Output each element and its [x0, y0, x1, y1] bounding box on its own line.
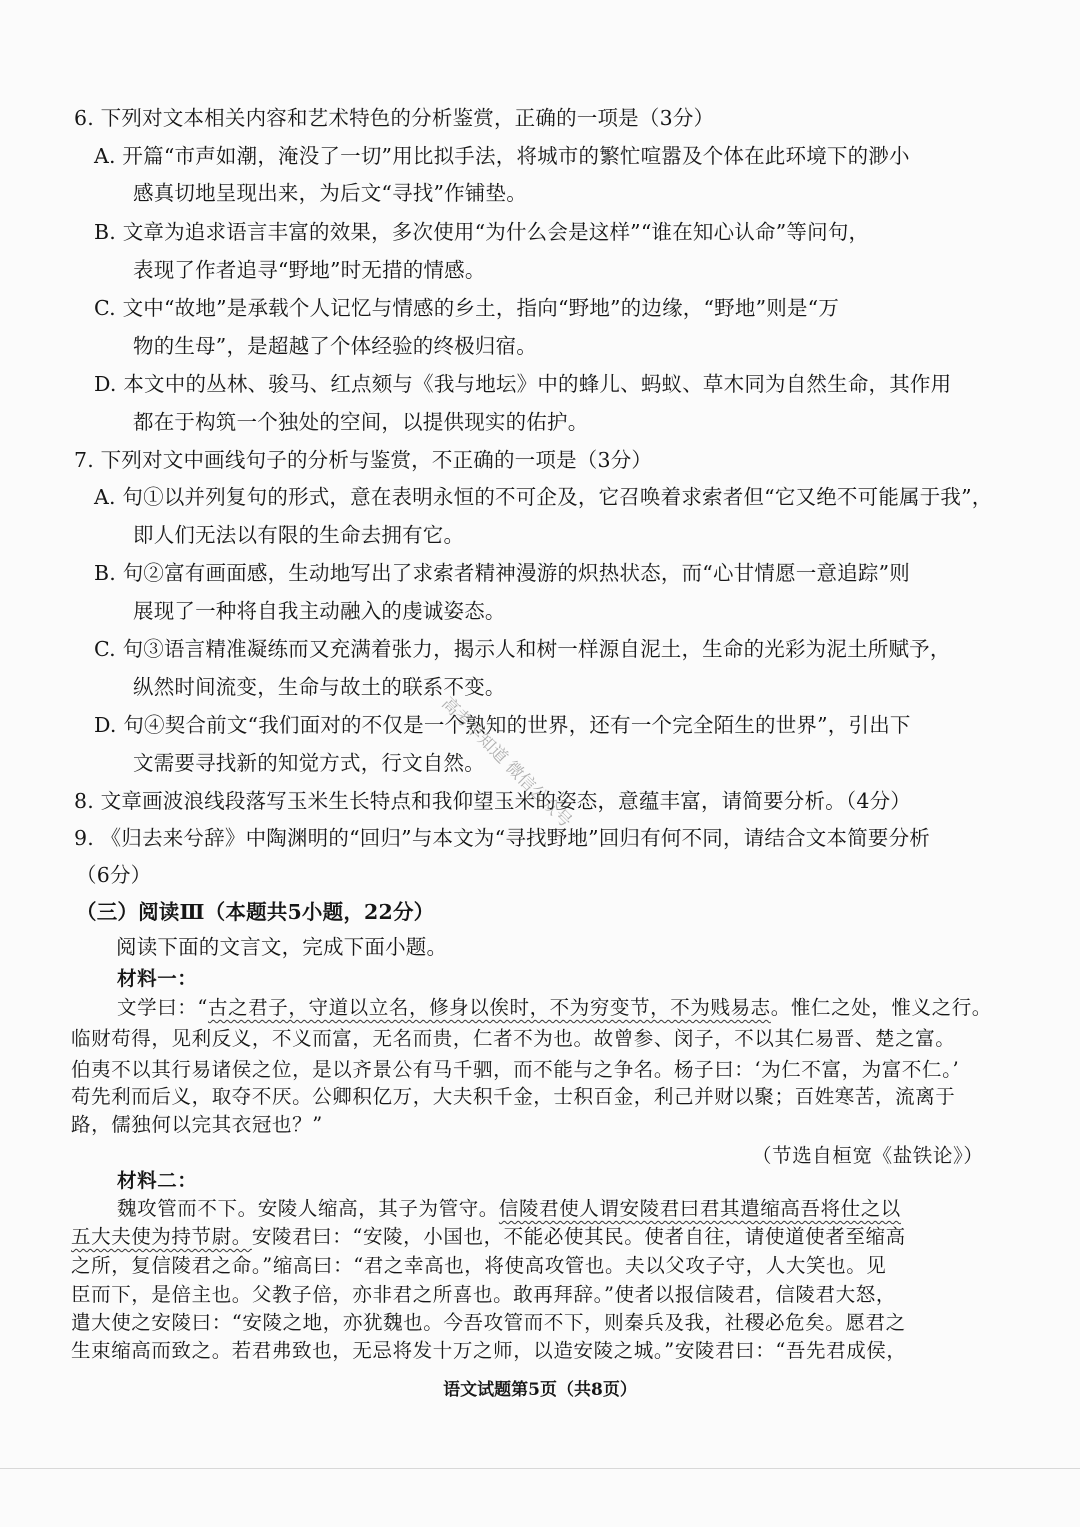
- material-2-title: 材料二：: [117, 1169, 198, 1192]
- question-8: 8. 文章画波浪线段落写玉米生长特点和我仰望玉米的姿态，意蕴丰富，请简要分析。（4分）: [74, 789, 911, 813]
- q7-option-a-line1: A. 句①以并列复句的形式，意在表明永恒的不可企及，它召唤着求索者但“它又绝不可能属于我”，: [94, 485, 993, 509]
- q6-option-a-line1: A. 开篇“市声如潮，淹没了一切”用比拟手法，将城市的繁忙喧嚣及个体在此环境下的渺小: [94, 144, 910, 168]
- section-3-instruction: 阅读下面的文言文，完成下面小题。: [116, 935, 448, 959]
- question-6-stem: 6. 下列对文本相关内容和艺术特色的分析鉴赏，正确的一项是（3分）: [74, 106, 715, 130]
- material-1-line4: 苟先利而后义，取夺不厌。公卿积亿万，大夫积千金，士积百金，利己并财以聚；百姓寒苦，流离于: [71, 1085, 956, 1108]
- material-2-line2: [71, 1222, 906, 1252]
- q7-option-c-line2: 纵然时间流变，生命与故土的联系不变。: [133, 675, 506, 699]
- material-1-line1: [117, 993, 992, 1023]
- q6-option-d-line1: D. 本文中的丛林、骏马、红点颏与《我与地坛》中的蜂儿、蚂蚁、草木同为自然生命，其作用: [94, 372, 952, 396]
- material-1-line3: 伯夷不以其行易诸侯之位，是以齐景公有马千驷，而不能与之争名。杨子曰：‘为仁不富，为富不仁。’: [71, 1058, 960, 1081]
- question-7-stem: 7. 下列对文中画线句子的分析与鉴赏，不正确的一项是（3分）: [74, 448, 653, 472]
- section-3-heading: （三）阅读Ⅲ（本题共5小题，22分）: [76, 900, 435, 924]
- material-2-line3: 之所，复信陵君之命。”缩高曰：“君之幸高也，将使高攻管也。夫以父攻子守，人大笑也。见: [71, 1254, 887, 1277]
- q6-option-b-line2: 表现了作者追寻“野地”时无措的情感。: [133, 258, 486, 282]
- q6-option-d-line2: 都在于构筑一个独处的空间，以提供现实的佑护。: [133, 410, 589, 434]
- q7-option-b-line1: B. 句②富有画面感，生动地写出了求索者精神漫游的炽热状态，而“心甘情愿一意追踪”则: [94, 561, 910, 585]
- material-1-line1-pre: 文学曰：“: [117, 996, 208, 1019]
- q6-option-c-line2: 物的生母”，是超越了个体经验的终极归宿。: [133, 334, 537, 358]
- material-1-wavy-underline-sentence: 古之君子，守道以立名，修身以俟时，不为穷变节，不为贱易志: [207, 996, 771, 1019]
- material-2-line4: 臣而下，是倍主也。父教子倍，亦非君之所喜也。敢再拜辞。”使者以报信陵君，信陵君大怒，: [71, 1283, 896, 1306]
- material-2-wavy-underline-sentence-part2: 五大夫使为持节尉。: [71, 1225, 252, 1248]
- material-2-line1: [117, 1194, 901, 1224]
- page-footer: 语文试题第5页（共8页）: [443, 1380, 637, 1400]
- material-1-title: 材料一：: [117, 967, 198, 990]
- material-1-line1-post: 。惟仁之处，惟义之行。: [770, 996, 992, 1019]
- bottom-divider: [0, 1468, 1080, 1469]
- material-2-line1-pre: 魏攻管而不下。安陵人缩高，其子为管守。: [117, 1197, 499, 1220]
- q6-option-b-line1: B. 文章为追求语言丰富的效果，多次使用“为什么会是这样”“谁在知心认命”等问句，: [94, 220, 870, 244]
- material-2-line5: 遣大使之安陵曰：“安陵之地，亦犹魏也。今吾攻管而不下，则秦兵及我，社稷必危矣。愿君之: [71, 1311, 906, 1334]
- material-2-wavy-underline-sentence-part1: 信陵君使人谓安陵君曰君其遣缩高吾将仕之以: [498, 1197, 901, 1220]
- question-9-line2: （6分）: [76, 863, 152, 887]
- q7-option-a-line2: 即人们无法以有限的生命去拥有它。: [133, 523, 465, 547]
- q7-option-d-line1: D. 句④契合前文“我们面对的不仅是一个熟知的世界，还有一个完全陌生的世界”，引出下: [94, 713, 911, 737]
- q7-option-b-line2: 展现了一种将自我主动融入的虔诚姿态。: [133, 599, 506, 623]
- q7-option-d-line2: 文需要寻找新的知觉方式，行文自然。: [133, 751, 485, 775]
- q6-option-c-line1: C. 文中“故地”是承载个人记忆与情感的乡土，指向“野地”的边缘，“野地”则是“万: [94, 296, 840, 320]
- material-2-line2-post: 安陵君曰：“安陵，小国也，不能必使其民。使者自往，请使道使者至缩高: [251, 1225, 906, 1248]
- material-1-line2: 临财苟得，见利反义，不义而富，无名而贵，仁者不为也。故曾参、闵子，不以其仁易晋、楚之富。: [71, 1027, 956, 1050]
- q7-option-c-line1: C. 句③语言精准凝练而又充满着张力，揭示人和树一样源自泥土，生命的光彩为泥土所赋予，: [94, 637, 951, 661]
- watermark: 高考早知道 微信公众号: [437, 693, 576, 832]
- material-1-line5: 路，儒独何以完其衣冠也？”: [71, 1113, 323, 1136]
- material-2-line6: 生束缩高而致之。若君弗致也，无忌将发十万之师，以造安陵之城。”安陵君曰：“吾先君成侯，: [71, 1339, 907, 1362]
- q6-option-a-line2: 感真切地呈现出来，为后文“寻找”作铺垫。: [133, 181, 527, 205]
- question-9-line1: 9. 《归去来兮辞》中陶渊明的“回归”与本文为“寻找野地”回归有何不同，请结合文本简要分析: [74, 826, 930, 850]
- material-1-source: （节选自桓宽《盐铁论》）: [752, 1144, 984, 1167]
